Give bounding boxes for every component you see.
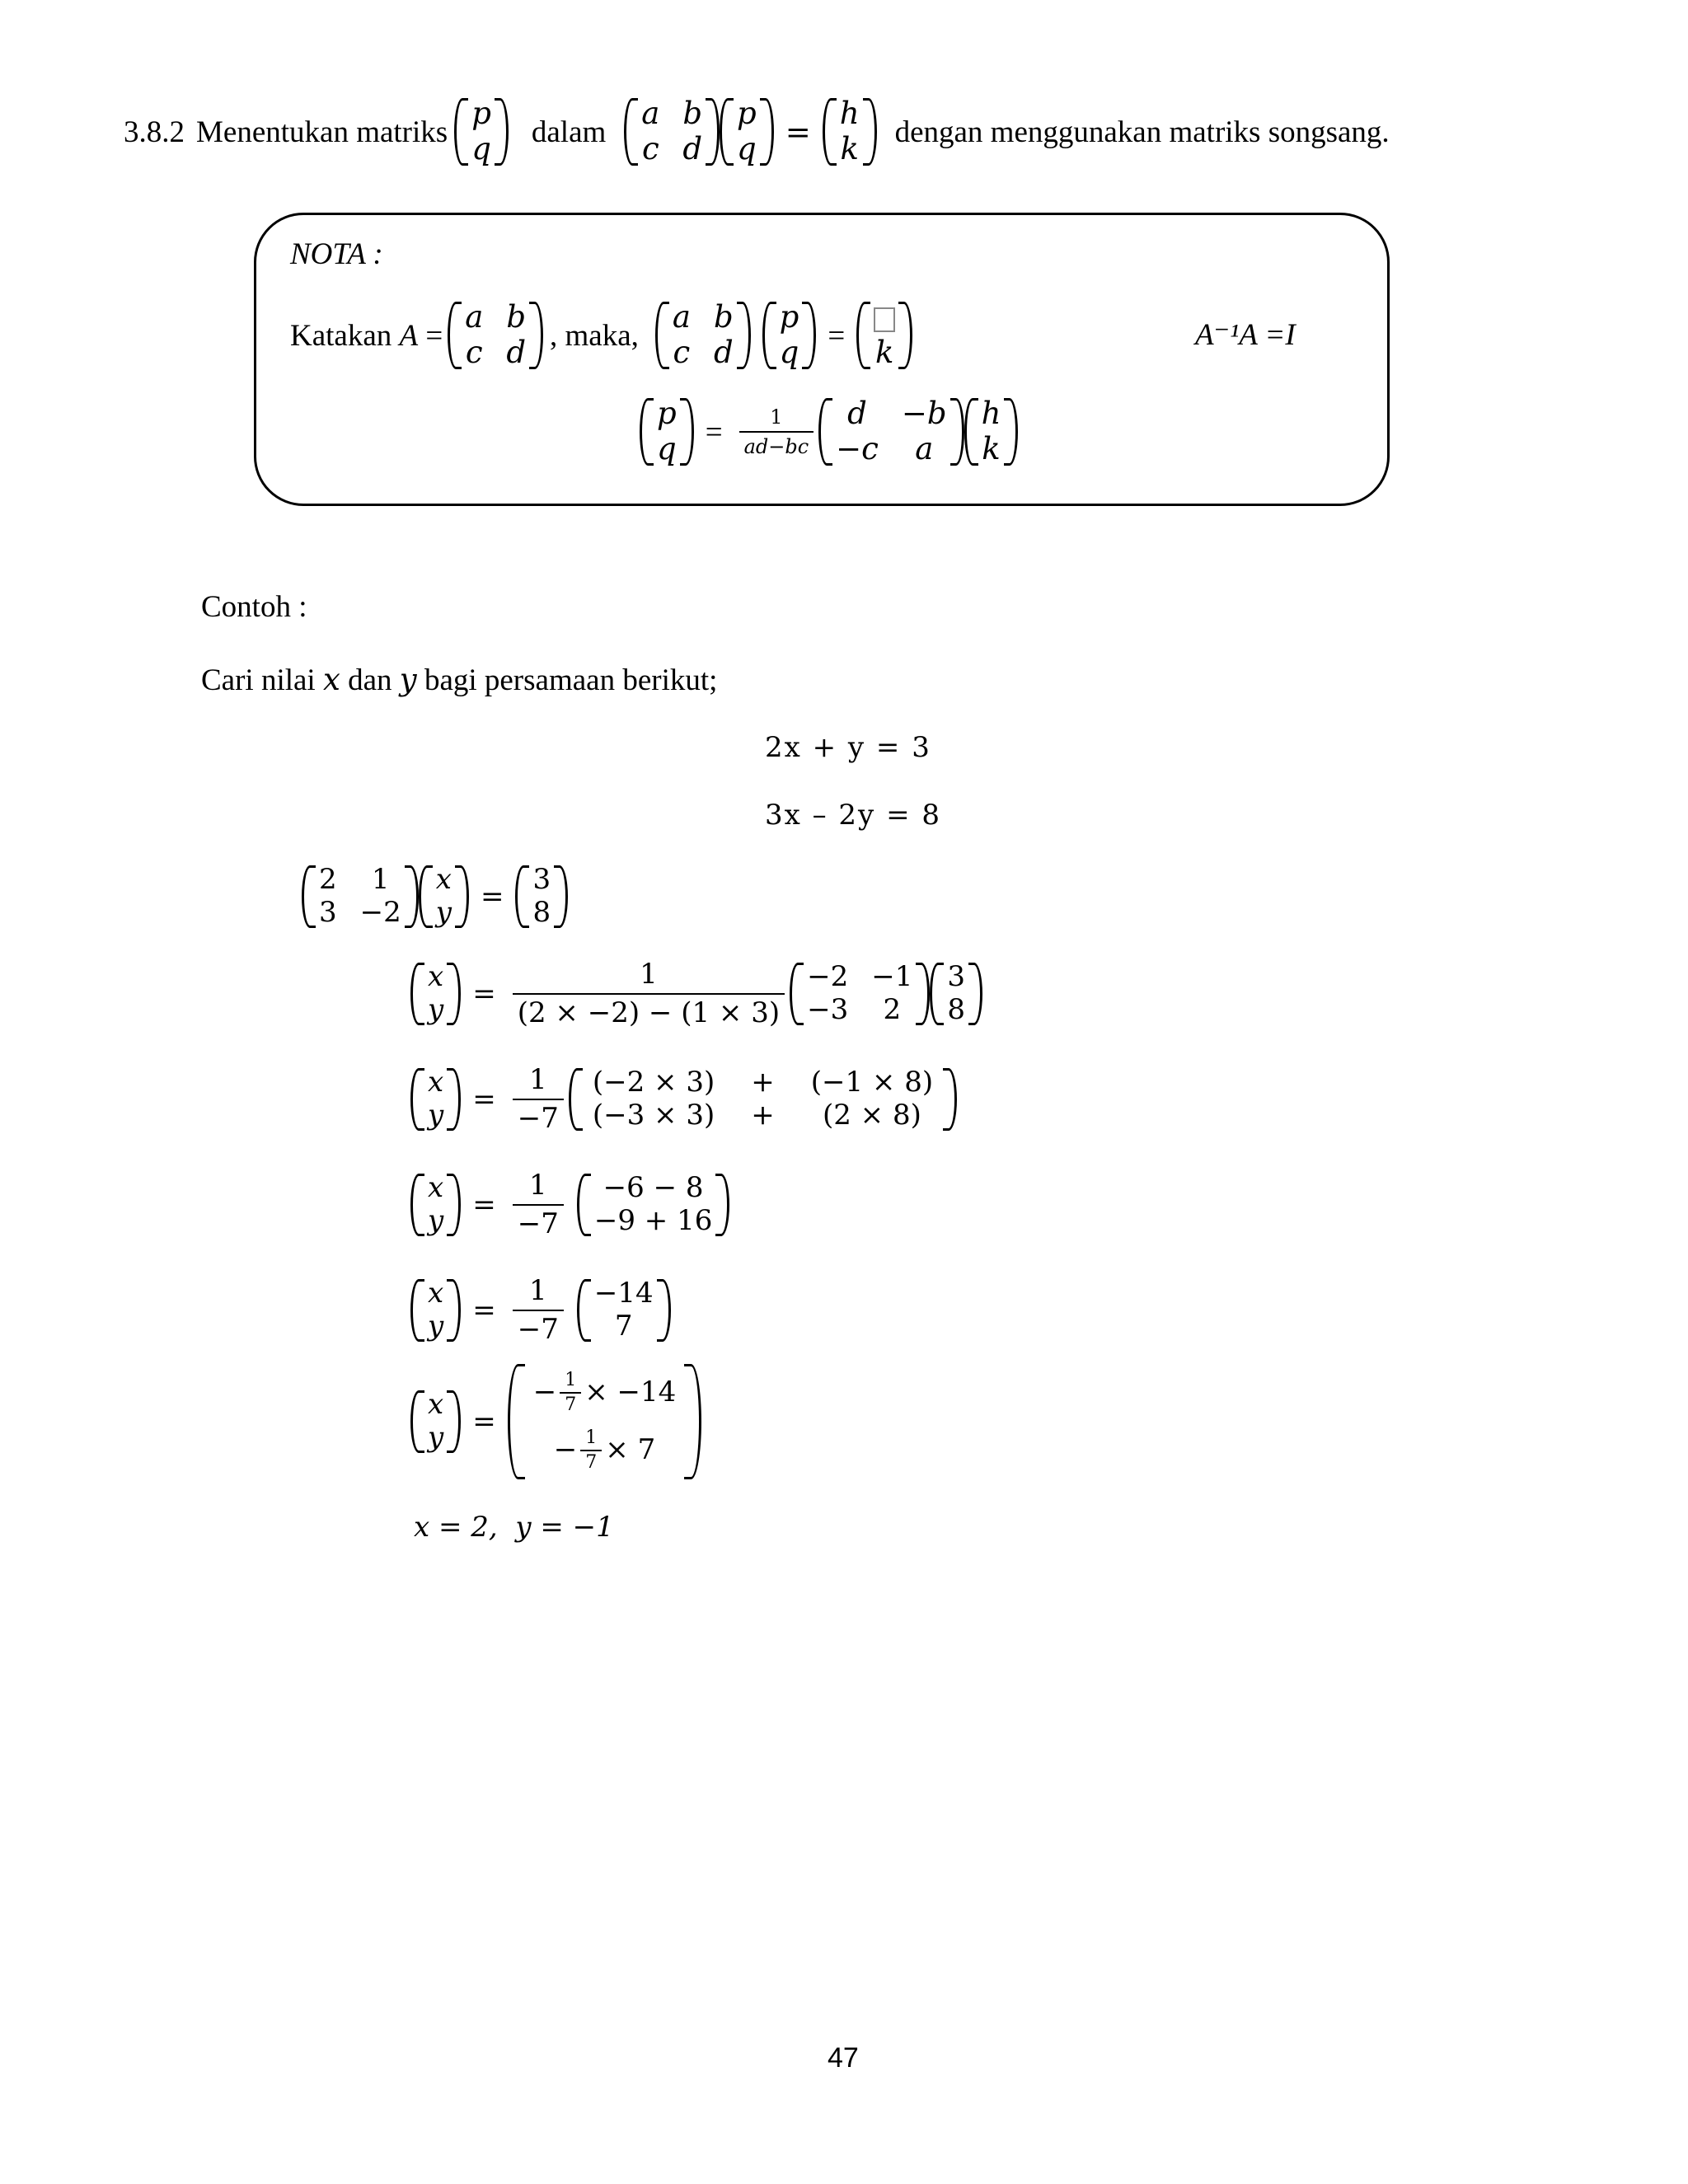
- section-text-before: Menentukan matriks: [196, 115, 448, 149]
- section-number: 3.8.2: [124, 115, 185, 149]
- section-heading: [124, 96, 1390, 166]
- matrix-inverse-adj: d −b −c a: [818, 398, 964, 466]
- example-question: Cari nilai x dan y bagi persamaan berikut;: [201, 662, 718, 697]
- step-final-matrix: [410, 1360, 701, 1483]
- determinant-fraction: $\frac{1}{(2 \times -2) - (1 \times 3)}$: [513, 959, 785, 1029]
- matrix-adjugate: −2 −1 −3 2: [790, 963, 930, 1024]
- matrix-abcd: a b c d: [655, 302, 751, 369]
- equals-sign: =: [472, 1294, 496, 1327]
- final-answer: x = 2, y = −1: [414, 1511, 614, 1544]
- matrix-expansion: (−2 × 3) + (−1 × 8) (−3 × 3) + (2 × 8): [569, 1068, 957, 1130]
- section-text-mid: dalam: [531, 115, 607, 149]
- nota-let-text: Katakan A =: [290, 318, 443, 353]
- step-simplify-2: [410, 1269, 671, 1352]
- matrix-simplified-2: −14 7: [577, 1279, 671, 1341]
- equals-sign: =: [472, 1083, 496, 1116]
- equals-sign: =: [828, 318, 846, 353]
- matrix-coefficients: 2 1 3 −2: [302, 865, 419, 927]
- matrix-pq: p q: [720, 98, 774, 166]
- fraction-neg7: $\frac{1}{-7}$: [513, 1170, 564, 1240]
- equals-sign: =: [472, 977, 496, 1010]
- fraction-neg7: $\frac{1}{-7}$: [513, 1276, 564, 1346]
- page-number: 47: [828, 2042, 859, 2074]
- matrix-pq: p q: [762, 302, 817, 369]
- equation-1: 2x + y = 3: [765, 731, 931, 764]
- matrix-xy: x y: [410, 1068, 461, 1130]
- nota-then-text: , maka,: [550, 318, 639, 353]
- matrix-xy: x y: [410, 1390, 461, 1452]
- matrix-abcd: a b c d: [448, 302, 543, 369]
- nota-identity: A⁻¹A =I: [1195, 318, 1296, 352]
- equals-sign: =: [480, 880, 504, 913]
- example-label: Contoh :: [201, 590, 307, 624]
- matrix-rhs: 3 8: [515, 865, 568, 927]
- matrix-hk: h k: [964, 398, 1019, 466]
- equation-2: 3x – 2y = 8: [765, 799, 941, 832]
- matrix-hk: h k: [823, 98, 877, 166]
- formula-fraction: $\frac{1}{ad-bc}$: [739, 406, 814, 458]
- step-matrix-equation: [302, 862, 568, 931]
- matrix-pq: p q: [454, 98, 509, 166]
- step-expand: [410, 1058, 957, 1141]
- equals-sign: =: [785, 114, 811, 150]
- step-inverse: [410, 953, 982, 1035]
- matrix-abcd: a b c d: [624, 98, 720, 166]
- matrix-final: − $\frac{1}{7}$ × −14 − $\frac{1}{7}$ × 7: [508, 1364, 702, 1480]
- matrix-rhs: 3 8: [930, 963, 982, 1024]
- matrix-simplified-1: −6 − 8 −9 + 16: [577, 1174, 730, 1235]
- equals-sign: =: [472, 1188, 496, 1221]
- fraction-neg7: $\frac{1}{-7}$: [513, 1065, 564, 1135]
- matrix-xy: x y: [410, 963, 461, 1024]
- matrix-xy: x y: [410, 1279, 461, 1341]
- nota-title: NOTA :: [290, 237, 383, 271]
- nota-definition: [290, 299, 912, 370]
- nota-formula: [640, 396, 1018, 466]
- matrix-xy: x y: [410, 1174, 461, 1235]
- matrix-box-k: k: [856, 302, 912, 369]
- equals-sign: =: [472, 1405, 496, 1438]
- equals-sign: =: [705, 415, 723, 449]
- matrix-pq: p q: [640, 398, 694, 466]
- matrix-xy: x y: [419, 865, 469, 927]
- step-simplify-1: [410, 1164, 729, 1246]
- placeholder-box-icon: [874, 307, 895, 332]
- section-text-after: dengan menggunakan matriks songsang.: [894, 115, 1390, 149]
